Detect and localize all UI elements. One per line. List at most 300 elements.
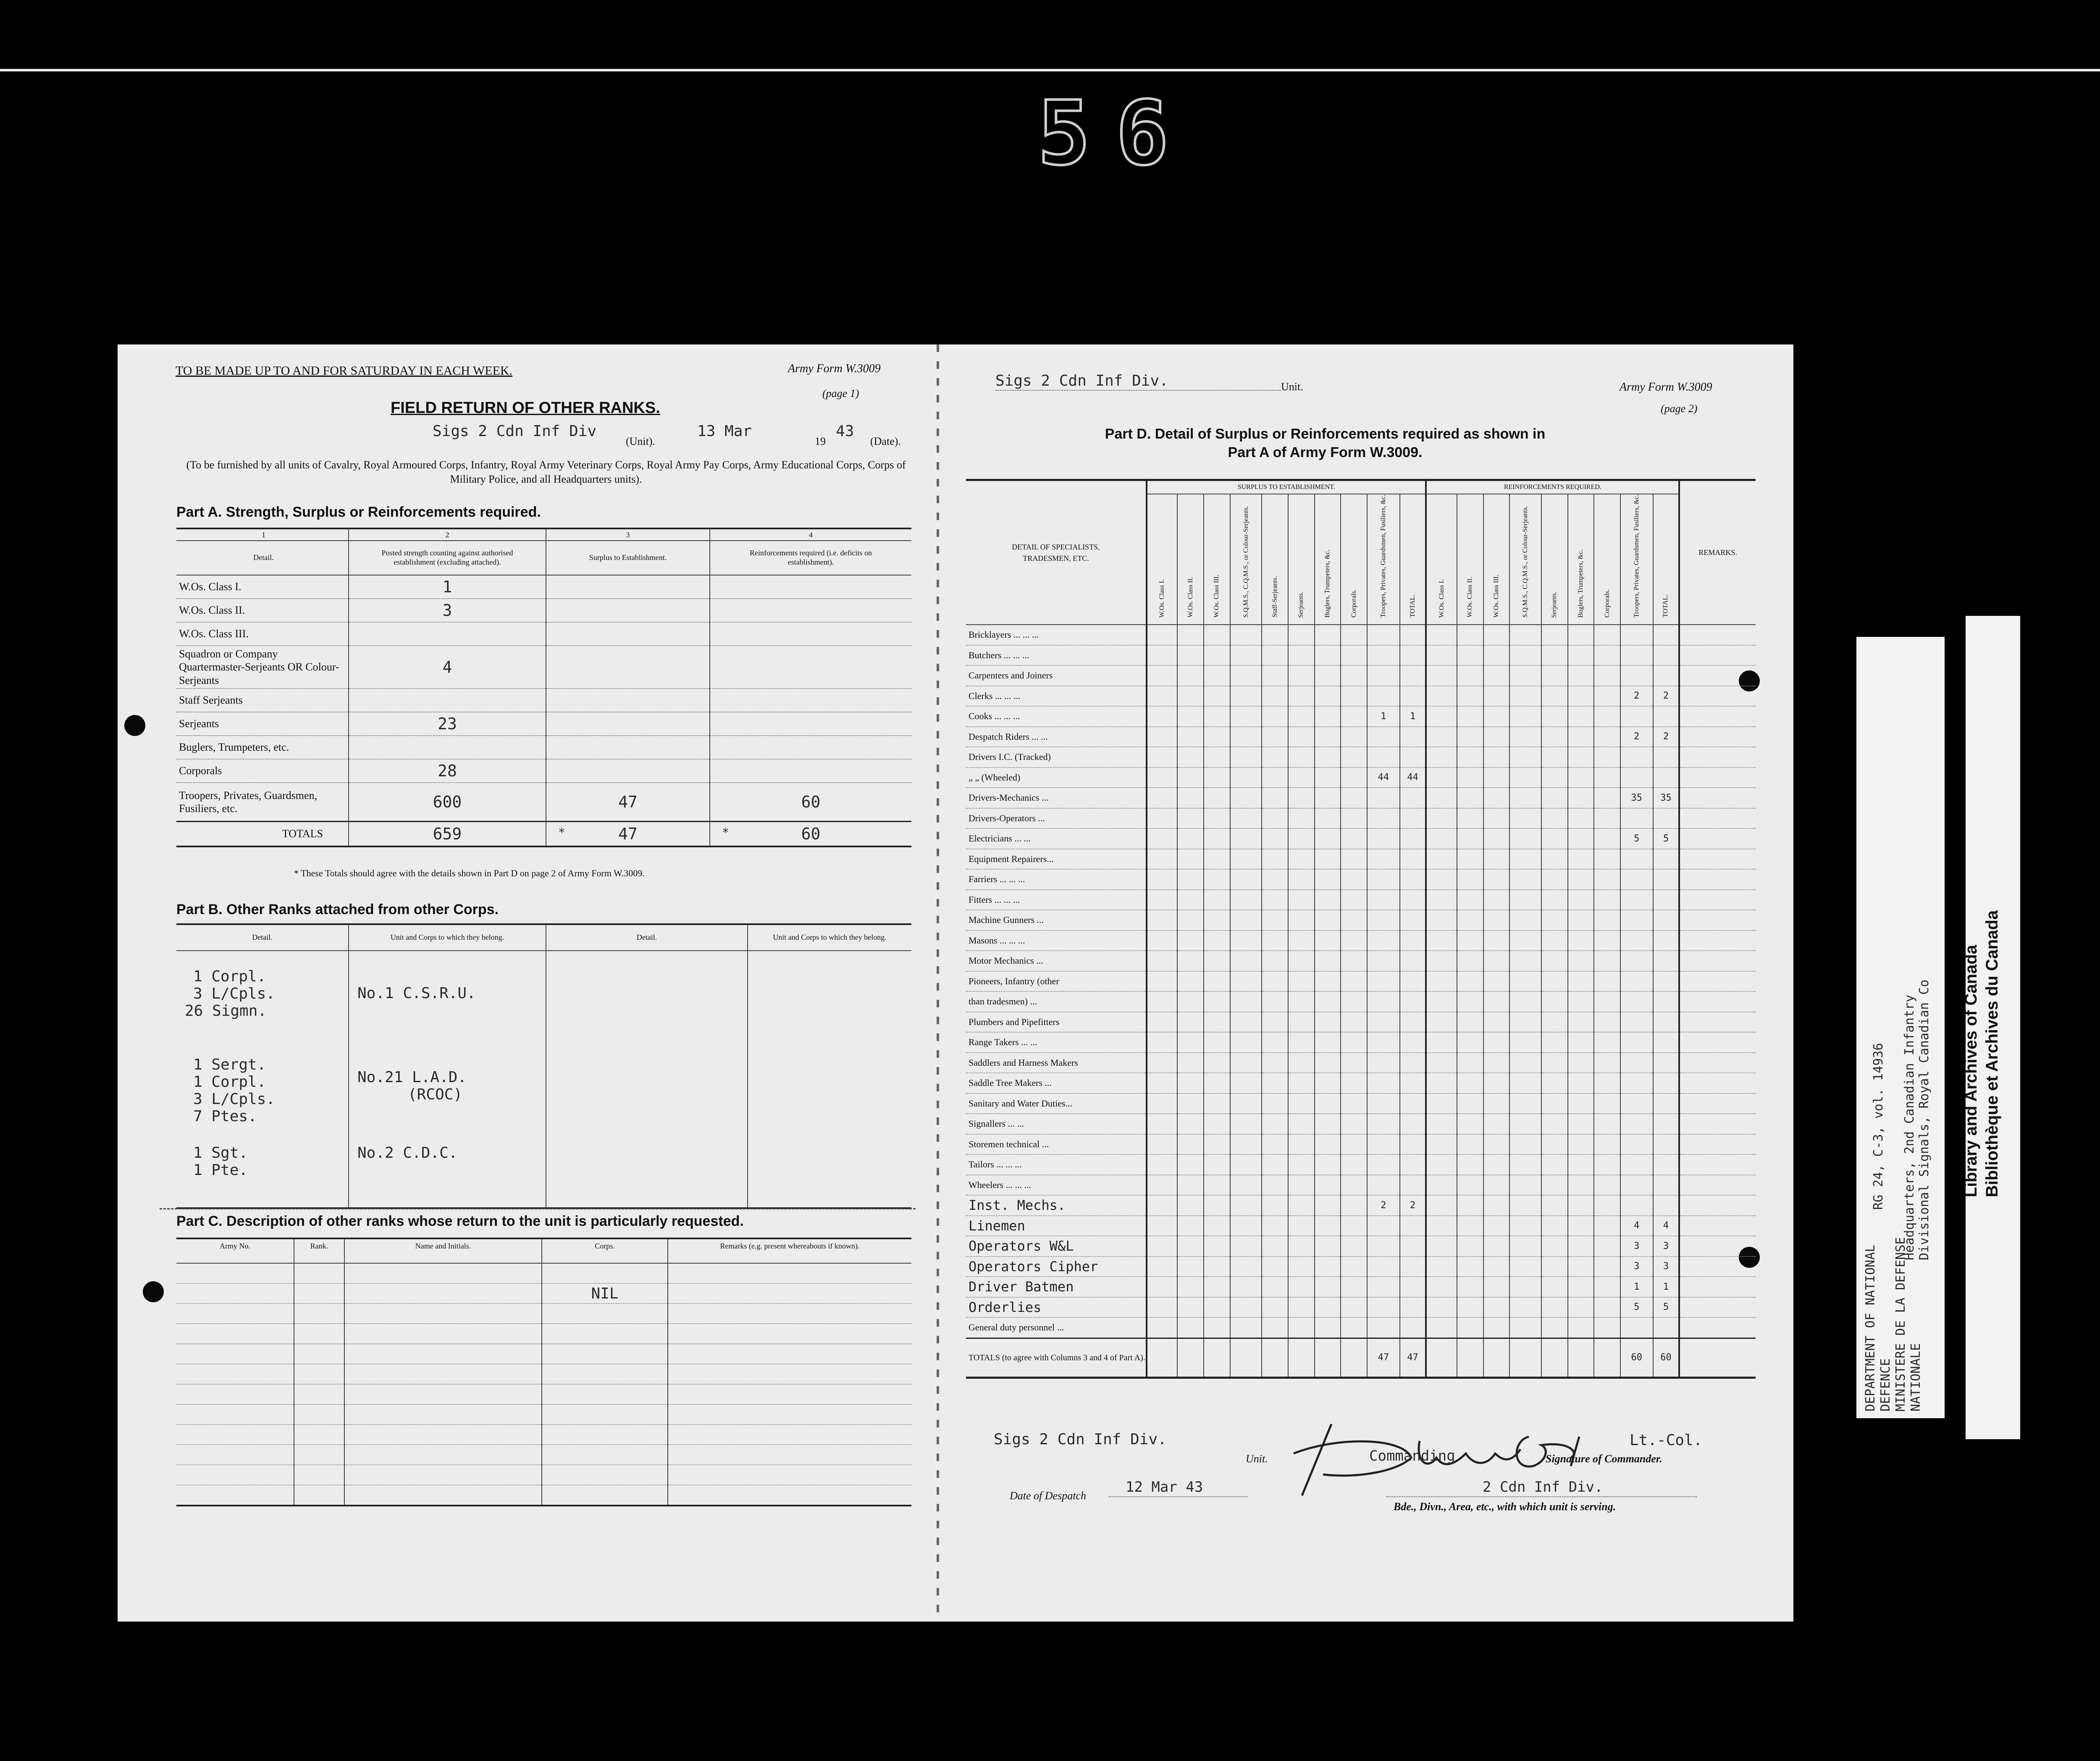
empty-cell: [1426, 665, 1457, 686]
empty-cell: [1483, 686, 1510, 707]
empty-cell: [1288, 645, 1315, 666]
empty-cell: [1509, 991, 1541, 1012]
rank-column-label: Serjeants.: [1551, 591, 1558, 618]
despatch-rule: [1109, 1496, 1247, 1497]
surplus-troopers-value: [1367, 1032, 1400, 1053]
empty-cell: [1594, 1053, 1620, 1073]
trade-label: Cooks ... ... ...: [966, 706, 1147, 727]
surplus-total-value: [1400, 808, 1426, 829]
empty-cell: [1262, 706, 1288, 727]
empty-cell: [1262, 1114, 1288, 1134]
trade-label: Operators Cipher: [966, 1256, 1147, 1277]
empty-cell: [1509, 1154, 1541, 1175]
empty-cell: [1594, 1216, 1620, 1236]
col-header: Corps.: [542, 1238, 668, 1263]
empty-cell: [1483, 625, 1510, 645]
reinf-total-value: 2: [1653, 727, 1680, 747]
empty-cell: [1541, 747, 1568, 767]
surplus-value: [546, 689, 710, 712]
surplus-troopers-value: [1367, 686, 1400, 707]
empty-cell: [1341, 727, 1367, 747]
surplus-total-value: [1400, 645, 1426, 666]
rank-column-label: Buglers, Trumpeters, &c.: [1324, 549, 1331, 618]
empty-cell: [1230, 930, 1262, 951]
empty-cell: [1315, 930, 1341, 951]
empty-cell: [1341, 930, 1367, 951]
empty-cell: [1230, 645, 1262, 666]
empty-cell: [1483, 1297, 1510, 1318]
empty-cell: [1509, 1073, 1541, 1093]
part-d-table: [966, 479, 1756, 1379]
empty-cell: [1177, 1175, 1204, 1196]
empty-cell: [1204, 1154, 1230, 1175]
part-b-heading: Part B. Other Ranks attached from other Corps.: [176, 902, 499, 917]
empty-cell: [1204, 1277, 1230, 1297]
col-header: Detail.: [176, 924, 349, 951]
table-row: [966, 1277, 1756, 1297]
empty-cell: [1426, 808, 1457, 829]
empty-cell: [1341, 686, 1367, 707]
part-d-title: Part D. Detail of Surplus or Reinforcements required as shown in: [1105, 426, 1546, 442]
reinf-total-value: [1653, 910, 1680, 930]
total-surplus: 47: [1400, 1338, 1426, 1377]
reinf-total-value: [1653, 1012, 1680, 1033]
empty-cell: [1288, 747, 1315, 767]
empty-cell: [1147, 645, 1177, 666]
empty-cell: [1230, 727, 1262, 747]
row-detail: Staff Serjeants: [176, 689, 349, 712]
empty-cell: [1568, 788, 1594, 808]
empty-cell: [1541, 910, 1568, 930]
empty-cell: [1315, 808, 1341, 829]
empty-cell: [1177, 869, 1204, 890]
reinf-header: REINFORCEMENTS REQUIRED.: [1426, 480, 1679, 494]
reinf-total-value: [1653, 1317, 1680, 1338]
empty-cell: [1262, 869, 1288, 890]
empty-cell: [1315, 1256, 1341, 1277]
empty-cell: [1541, 1073, 1568, 1093]
surplus-troopers-value: [1367, 1053, 1400, 1073]
trade-label: Butchers ... ... ...: [966, 645, 1147, 666]
punch-hole: [143, 1281, 164, 1302]
empty-cell: [1541, 1032, 1568, 1053]
reinf-troopers-value: 5: [1620, 828, 1653, 849]
empty-cell: [1147, 1073, 1177, 1093]
empty-cell: [1204, 849, 1230, 870]
reinf-value: [710, 599, 911, 622]
remarks-cell: [1679, 1134, 1756, 1155]
trade-label: Fitters ... ... ...: [966, 890, 1147, 910]
empty-cell: [1315, 747, 1341, 767]
surplus-troopers-value: [1367, 849, 1400, 870]
formation-label: Bde., Divn., Area, etc., with which unit is serving.: [1394, 1501, 1616, 1513]
empty-cell: [1341, 747, 1367, 767]
surplus-troopers-value: [1367, 930, 1400, 951]
empty-cell: [1457, 706, 1483, 727]
posted-value: 3: [349, 599, 546, 622]
empty-cell: [1315, 788, 1341, 808]
empty-cell: [1541, 1012, 1568, 1033]
empty-cell: [1483, 1317, 1510, 1338]
empty-cell: [1315, 1297, 1341, 1318]
empty-cell: [1341, 869, 1367, 890]
empty-cell: [1204, 1134, 1230, 1155]
empty-cell: [1594, 1236, 1620, 1256]
remarks-cell: [1679, 1277, 1756, 1297]
reinf-total-value: 3: [1653, 1256, 1680, 1277]
empty-cell: [1457, 1277, 1483, 1297]
empty-cell: [1568, 645, 1594, 666]
table-row: [966, 991, 1756, 1012]
form-number: Army Form W.3009: [1620, 381, 1712, 394]
surplus-total-value: [1400, 1175, 1426, 1196]
attached-unit: No.1 C.S.R.U.: [349, 951, 546, 1052]
remarks-cell: [1679, 1053, 1756, 1073]
empty-cell: [1341, 1073, 1367, 1093]
empty-cell: [1541, 828, 1568, 849]
empty-cell: [1204, 1053, 1230, 1073]
empty-cell: [1426, 890, 1457, 910]
empty-cell: [1230, 1053, 1262, 1073]
empty-cell: [1509, 1032, 1541, 1053]
empty-cell: [1341, 1032, 1367, 1053]
col-header: Unit and Corps to which they belong.: [349, 924, 546, 951]
empty-cell: [1262, 686, 1288, 707]
empty-cell: [1147, 1114, 1177, 1134]
empty-cell: [1230, 1032, 1262, 1053]
trade-label: Despatch Riders ... ...: [966, 727, 1147, 747]
empty-cell: [1177, 665, 1204, 686]
empty-cell: [1230, 1297, 1262, 1318]
nil-entry: NIL: [542, 1283, 668, 1304]
year-prefix: 19: [815, 435, 826, 447]
empty-cell: [1341, 808, 1367, 829]
empty-cell: [1204, 910, 1230, 930]
empty-cell: [1204, 808, 1230, 829]
empty-cell: [1262, 1053, 1288, 1073]
empty-cell: [1541, 849, 1568, 870]
surplus-rank-column-header: [1204, 494, 1230, 625]
empty-cell: [1457, 1154, 1483, 1175]
reinf-troopers-value: [1620, 808, 1653, 829]
table-row: [966, 1297, 1756, 1318]
empty-cell: [1177, 645, 1204, 666]
attached-detail-line: 1 Sergt.: [193, 1056, 266, 1073]
empty-cell: [1288, 767, 1315, 788]
row-detail: Buglers, Trumpeters, etc.: [176, 736, 349, 759]
empty-cell: [1568, 1175, 1594, 1196]
empty-cell: [1483, 706, 1510, 727]
empty-cell: [1541, 1297, 1568, 1318]
reinf-value: [710, 646, 911, 689]
empty-cell: [1147, 767, 1177, 788]
empty-cell: [1568, 1032, 1594, 1053]
empty-cell: [1509, 1134, 1541, 1155]
empty-cell: [1262, 1012, 1288, 1033]
reinf-total-value: [1653, 1114, 1680, 1134]
reinf-total-value: [1653, 991, 1680, 1012]
reinf-troopers-value: 3: [1620, 1256, 1653, 1277]
remarks-cell: [1679, 706, 1756, 727]
page-label: (page 2): [1661, 402, 1698, 415]
reinf-total-value: 5: [1653, 828, 1680, 849]
empty-cell: [1594, 828, 1620, 849]
empty-cell: [1147, 1093, 1177, 1114]
empty-cell: [1177, 1216, 1204, 1236]
empty-cell: [1341, 1256, 1367, 1277]
trade-label: Bricklayers ... ... ...: [966, 625, 1147, 645]
empty-cell: [1177, 910, 1204, 930]
reinf-troopers-value: [1620, 1154, 1653, 1175]
surplus-total-value: [1400, 971, 1426, 992]
empty-cell: [1230, 747, 1262, 767]
empty-cell: [1315, 706, 1341, 727]
empty-cell: [1177, 1073, 1204, 1093]
empty-cell: [1147, 930, 1177, 951]
empty-cell: [1230, 625, 1262, 645]
empty-cell: [1288, 1317, 1315, 1338]
remarks-cell: [1679, 665, 1756, 686]
empty-cell: [1568, 1236, 1594, 1256]
empty-cell: [1204, 971, 1230, 992]
empty-cell: [1568, 686, 1594, 707]
surplus-value: [546, 622, 710, 646]
empty-cell: [1509, 808, 1541, 829]
remarks-cell: [1679, 1256, 1756, 1277]
signature-label: Signature of Commander.: [1546, 1453, 1663, 1465]
empty-cell: [1426, 727, 1457, 747]
empty-cell: [1457, 686, 1483, 707]
trade-label: Wheelers ... ... ...: [966, 1175, 1147, 1196]
empty-cell: [1483, 645, 1510, 666]
empty-cell: [1541, 1277, 1568, 1297]
empty-cell: [1483, 1195, 1510, 1216]
empty-cell: [1457, 869, 1483, 890]
empty-cell: [1341, 1175, 1367, 1196]
empty-cell: [1509, 747, 1541, 767]
empty-cell: [1426, 767, 1457, 788]
remarks-cell: [1679, 1195, 1756, 1216]
reinf-rank-column-header: [1426, 494, 1457, 625]
empty-cell: [1230, 828, 1262, 849]
col-number: 1: [176, 528, 349, 541]
empty-cell: [1315, 1195, 1341, 1216]
empty-cell: [1262, 1073, 1288, 1093]
surplus-troopers-value: 44: [1367, 767, 1400, 788]
empty-cell: [1204, 930, 1230, 951]
remarks-cell: [1679, 910, 1756, 930]
empty-cell: [1147, 1032, 1177, 1053]
empty-cell: [1288, 828, 1315, 849]
empty-cell: [1426, 1093, 1457, 1114]
empty-cell: [1230, 788, 1262, 808]
trade-label: Pioneers, Infantry (other: [966, 971, 1147, 992]
trade-label: Carpenters and Joiners: [966, 665, 1147, 686]
empty-cell: [1541, 1256, 1568, 1277]
empty-cell: [1426, 1032, 1457, 1053]
surplus-total-value: [1400, 930, 1426, 951]
surplus-rank-column-header: [1288, 494, 1315, 625]
empty-cell: [1262, 890, 1288, 910]
surplus-troopers-value: [1367, 1317, 1400, 1338]
posted-value: 600: [349, 783, 546, 822]
empty-cell: [1230, 665, 1262, 686]
table-row: [966, 890, 1756, 910]
empty-cell: [1594, 1154, 1620, 1175]
surplus-troopers-value: 1: [1367, 706, 1400, 727]
commanding-text: Commanding: [1369, 1448, 1455, 1464]
reinf-total-value: [1653, 706, 1680, 727]
empty-cell: [1594, 951, 1620, 971]
empty-cell: [1288, 1012, 1315, 1033]
empty-cell: [1177, 828, 1204, 849]
remarks-cell: [1679, 1032, 1756, 1053]
empty-cell: [1594, 869, 1620, 890]
trade-label: Masons ... ... ...: [966, 930, 1147, 951]
empty-cell: [1147, 849, 1177, 870]
surplus-value: [546, 646, 710, 689]
rank-column-label: W.Os. Class I.: [1158, 579, 1166, 618]
surplus-troopers-value: [1367, 1012, 1400, 1033]
empty-cell: [1509, 1236, 1541, 1256]
table-row: [966, 849, 1756, 870]
trade-label: Saddlers and Harness Makers: [966, 1053, 1147, 1073]
empty-cell: [1509, 788, 1541, 808]
surplus-total-value: [1400, 788, 1426, 808]
surplus-troopers-value: [1367, 869, 1400, 890]
trade-label: Machine Gunners ...: [966, 910, 1147, 930]
empty-cell: [1288, 625, 1315, 645]
attached-detail-line: 26 Sigmn.: [185, 1002, 267, 1020]
surplus-troopers-value: [1367, 788, 1400, 808]
surplus-total-value: [1400, 1277, 1426, 1297]
empty-cell: [1288, 1277, 1315, 1297]
col-header: Remarks (e.g. present whereabouts if known).: [668, 1238, 911, 1263]
empty-cell: [1483, 890, 1510, 910]
empty-cell: [1288, 1297, 1315, 1318]
table-row: [966, 1134, 1756, 1155]
trade-label: Storemen technical ...: [966, 1134, 1147, 1155]
table-row: [966, 1154, 1756, 1175]
totals-label: TOTALS: [282, 828, 323, 840]
surplus-total-value: [1400, 1073, 1426, 1093]
reinf-troopers-value: 2: [1620, 686, 1653, 707]
empty-cell: [1541, 1134, 1568, 1155]
empty-cell: [1509, 625, 1541, 645]
unit-value: Sigs 2 Cdn Inf Div.: [995, 372, 1168, 389]
trade-label: Saddle Tree Makers ...: [966, 1073, 1147, 1093]
reinf-troopers-value: [1620, 869, 1653, 890]
reinf-total-value: [1653, 1175, 1680, 1196]
empty-cell: [1457, 951, 1483, 971]
empty-cell: [1288, 991, 1315, 1012]
empty-cell: [1262, 849, 1288, 870]
empty-cell: [1426, 849, 1457, 870]
reinf-troopers-value: [1620, 1195, 1653, 1216]
remarks-cell: [1679, 1297, 1756, 1318]
empty-cell: [1426, 1154, 1457, 1175]
reinf-rank-column-header: [1620, 494, 1653, 625]
part-a-table: [176, 528, 911, 847]
reinf-troopers-value: [1620, 625, 1653, 645]
empty-cell: [1483, 1012, 1510, 1033]
reinf-total-value: [1653, 665, 1680, 686]
empty-cell: [1457, 910, 1483, 930]
surplus-rank-column-header: [1262, 494, 1288, 625]
table-row: [966, 808, 1756, 829]
surplus-rank-column-header: [1147, 494, 1177, 625]
surplus-rank-column-header: [1341, 494, 1367, 625]
rank-column-label: Corporals.: [1603, 589, 1611, 618]
empty-cell: [1568, 1277, 1594, 1297]
row-detail: Serjeants: [176, 712, 349, 736]
reinf-total-value: 5: [1653, 1297, 1680, 1318]
rank-column-label: Corporals.: [1350, 589, 1357, 618]
empty-cell: [1426, 1175, 1457, 1196]
table-row: [966, 869, 1756, 890]
empty-cell: [1341, 828, 1367, 849]
empty-cell: [1457, 828, 1483, 849]
empty-cell: [1568, 1093, 1594, 1114]
reinf-total-value: 4: [1653, 1216, 1680, 1236]
attached-detail-line: 7 Ptes.: [193, 1108, 257, 1125]
empty-cell: [1288, 1134, 1315, 1155]
empty-cell: [1177, 1317, 1204, 1338]
empty-cell: [1230, 1317, 1262, 1338]
reinf-total-value: 2: [1653, 686, 1680, 707]
empty-cell: [1426, 971, 1457, 992]
empty-cell: [1509, 1175, 1541, 1196]
rank-column-label: TOTAL.: [1662, 594, 1670, 618]
empty-cell: [1177, 971, 1204, 992]
reinf-troopers-value: [1620, 1032, 1653, 1053]
empty-cell: [1426, 910, 1457, 930]
remarks-cell: [1679, 1093, 1756, 1114]
empty-cell: [1177, 1032, 1204, 1053]
empty-cell: [1568, 971, 1594, 992]
empty-cell: [1288, 1053, 1315, 1073]
empty-cell: [1204, 665, 1230, 686]
table-row: [966, 1012, 1756, 1033]
page-label: (page 1): [822, 387, 859, 400]
empty-cell: [1541, 1093, 1568, 1114]
empty-cell: [1262, 1277, 1288, 1297]
empty-cell: [1541, 767, 1568, 788]
total-reinf: 60: [1653, 1338, 1680, 1377]
empty-cell: [1147, 951, 1177, 971]
rank-column-label: W.Os. Class I.: [1438, 579, 1445, 618]
surplus-troopers-value: [1367, 1297, 1400, 1318]
surplus-troopers-value: [1367, 1175, 1400, 1196]
empty-cell: [1594, 706, 1620, 727]
surplus-total-value: [1400, 1093, 1426, 1114]
remarks-cell: [1679, 808, 1756, 829]
empty-cell: [1594, 1114, 1620, 1134]
empty-cell: [1568, 951, 1594, 971]
empty-cell: [1457, 1053, 1483, 1073]
table-row: [966, 665, 1756, 686]
furnish-note: (To be furnished by all units of Cavalry, Royal Armoured Corps, Infantry, Royal Army Veterinary Corps, Royal Army Pay Corps, Army Educational Corps, Corps of Military Police, and all Headquarters units).: [186, 459, 906, 485]
empty-cell: [1177, 788, 1204, 808]
empty-cell: [1341, 951, 1367, 971]
empty-cell: [1457, 930, 1483, 951]
rank-column-label: Troopers, Privates, Guardsmen, Fusiliers, &c.: [1633, 494, 1640, 618]
empty-cell: [1147, 890, 1177, 910]
table-row: [966, 910, 1756, 930]
empty-cell: [1594, 890, 1620, 910]
empty-cell: [1541, 1154, 1568, 1175]
remarks-cell: [1679, 951, 1756, 971]
